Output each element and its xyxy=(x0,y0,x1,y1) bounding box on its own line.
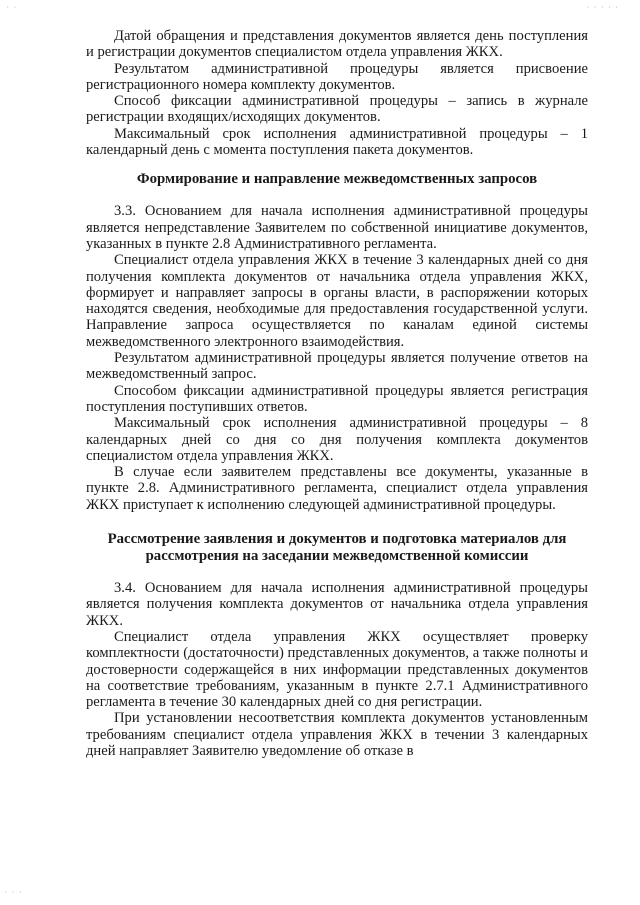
section-heading: Формирование и направление межведомственных запросов xyxy=(136,171,538,188)
paragraph: Результатом административной процедуры является присвоение регистрационного номера комплекту документов. xyxy=(86,60,588,93)
paragraph: В случае если заявителем представлены все документы, указанные в пункте 2.8. Административного регламента, специалист отдела управления ЖКХ приступает к исполнению следующей административной процедуры. xyxy=(86,464,588,513)
paragraph: Специалист отдела управления ЖКХ осуществляет проверку комплектности (достаточности) представленных документов, а также полноты и достоверности содержащейся в них информации представленных документов на соответствие требованиям, указанным в пункте 2.7.1 Административного регламента в течение 30 календарных дней со дня регистрации. xyxy=(86,628,588,711)
paragraph: Специалист отдела управления ЖКХ в течение 3 календарных дней со дня получения комплекта документов от начальника отдела управления ЖКХ, формирует и направляет запросы в органы власти, в распоряжении которых находятся сведения, необходимые для предоставления государственной услуги. Направление запроса осуществляется по каналам единой системы межведомственного электронного взаимодействия. xyxy=(86,252,588,350)
section-heading-line: Рассмотрение заявления и документов и подготовка материалов для xyxy=(107,531,567,548)
paragraph: Способ фиксации административной процедуры – запись в журнале регистрации входящих/исходящих документов. xyxy=(86,93,588,126)
paragraph: Датой обращения и представления документов является день поступления и регистрации документов специалистом отдела управления ЖКХ. xyxy=(86,28,588,61)
scan-mark-top-right: · · · · · xyxy=(586,4,619,11)
paragraph: Максимальный срок исполнения административной процедуры – 1 календарный день с момента поступления пакета документов. xyxy=(86,125,588,159)
paragraph: Максимальный срок исполнения административной процедуры – 8 календарных дней со дня со дня получения комплекта документов специалистом отдела управления ЖКХ. xyxy=(86,415,588,464)
section-heading-line: рассмотрения на заседании межведомственной комиссии xyxy=(145,548,529,565)
paragraph: Результатом административной процедуры является получение ответов на межведомственный запрос. xyxy=(86,350,588,383)
paragraph: При установлении несоответствия комплекта документов установленным требованиям специалист отдела управления ЖКХ в течении 3 календарных дней направляет Заявителю уведомление об отказе в xyxy=(86,710,588,759)
document-page xyxy=(86,28,588,759)
section-heading xyxy=(86,531,588,565)
scan-mark-bottom-left: · · · xyxy=(4,889,23,896)
scan-mark-top-left: · · xyxy=(6,4,17,11)
paragraph: 3.3. Основанием для начала исполнения административной процедуры является непредставление Заявителем по собственной инициативе документов, указанных в пункте 2.8 Административного регламента. xyxy=(86,203,588,252)
paragraph: 3.4. Основанием для начала исполнения административной процедуры является получения комплекта документов от начальника отдела управления ЖКХ. xyxy=(86,580,588,629)
paragraph: Способом фиксации административной процедуры является регистрация поступления поступивших ответов. xyxy=(86,382,588,415)
